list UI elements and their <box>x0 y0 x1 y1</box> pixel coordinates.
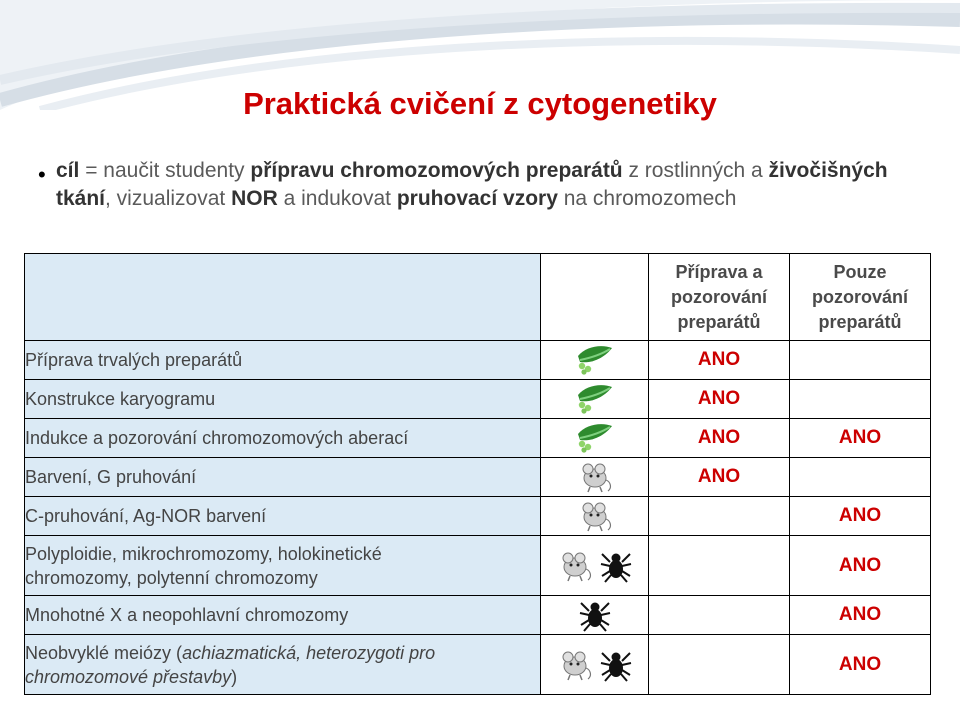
organism-cell <box>541 497 649 536</box>
mouse-icon <box>558 648 592 682</box>
row-label: C-pruhování, Ag-NOR barvení <box>25 497 541 536</box>
table-row <box>25 419 931 458</box>
organism-cell <box>541 596 649 635</box>
value-col1: ANO <box>649 341 790 380</box>
value-col2 <box>790 458 931 497</box>
mouse-icon <box>578 460 612 494</box>
value-col2: ANO <box>790 635 931 695</box>
value-col2: ANO <box>790 596 931 635</box>
table-row <box>25 635 931 695</box>
spider-icon <box>579 597 611 633</box>
slide-title: Praktická cvičení z cytogenetiky <box>243 86 717 121</box>
value-col1: ANO <box>649 458 790 497</box>
table-row <box>25 341 931 380</box>
row-label: Neobvyklé meiózy (achiazmatická, heterozygoti pro chromozomové přestavby) <box>25 635 541 695</box>
value-col1 <box>649 536 790 596</box>
table-row <box>25 458 931 497</box>
value-col2 <box>790 380 931 419</box>
table-row <box>25 596 931 635</box>
organism-cell <box>541 419 649 458</box>
pea-pod-icon <box>576 383 614 415</box>
organism-cell <box>541 341 649 380</box>
intro-bullet <box>38 157 908 213</box>
mouse-icon <box>558 549 592 583</box>
organism-cell <box>541 635 649 695</box>
row-label: Indukce a pozorování chromozomových aberací <box>25 419 541 458</box>
value-col2: ANO <box>790 536 931 596</box>
spider-icon <box>600 647 632 683</box>
value-col1 <box>649 596 790 635</box>
pea-pod-icon <box>576 422 614 454</box>
organism-cell <box>541 380 649 419</box>
cytogenetics-table <box>24 253 931 695</box>
intro-text: cíl = naučit studenty přípravu chromozomových preparátů z rostlinných a živočišných tkání, vizualizovat NOR a indukovat pruhovací vzory na chromozomech <box>56 159 888 210</box>
organism-cell <box>541 458 649 497</box>
row-label: Příprava trvalých preparátů <box>25 341 541 380</box>
value-col2: ANO <box>790 419 931 458</box>
header-empty-cell <box>25 254 541 341</box>
value-col2 <box>790 341 931 380</box>
value-col1: ANO <box>649 419 790 458</box>
value-col1 <box>649 497 790 536</box>
mouse-icon <box>578 499 612 533</box>
table-row <box>25 536 931 596</box>
header-organism-cell <box>541 254 649 341</box>
row-label: Konstrukce karyogramu <box>25 380 541 419</box>
header-row <box>25 254 931 341</box>
spider-icon <box>600 548 632 584</box>
table-row <box>25 497 931 536</box>
header-col1: Příprava a pozorování preparátů <box>649 254 790 341</box>
row-label: Mnohotné X a neopohlavní chromozomy <box>25 596 541 635</box>
row-label: Barvení, G pruhování <box>25 458 541 497</box>
row-label: Polyploidie, mikrochromozomy, holokinetické chromozomy, polytenní chromozomy <box>25 536 541 596</box>
value-col1: ANO <box>649 380 790 419</box>
bullet-icon: • <box>38 162 46 187</box>
value-col2: ANO <box>790 497 931 536</box>
pea-pod-icon <box>576 344 614 376</box>
table-row <box>25 380 931 419</box>
header-col2: Pouze pozorování preparátů <box>790 254 931 341</box>
organism-cell <box>541 536 649 596</box>
value-col1 <box>649 635 790 695</box>
